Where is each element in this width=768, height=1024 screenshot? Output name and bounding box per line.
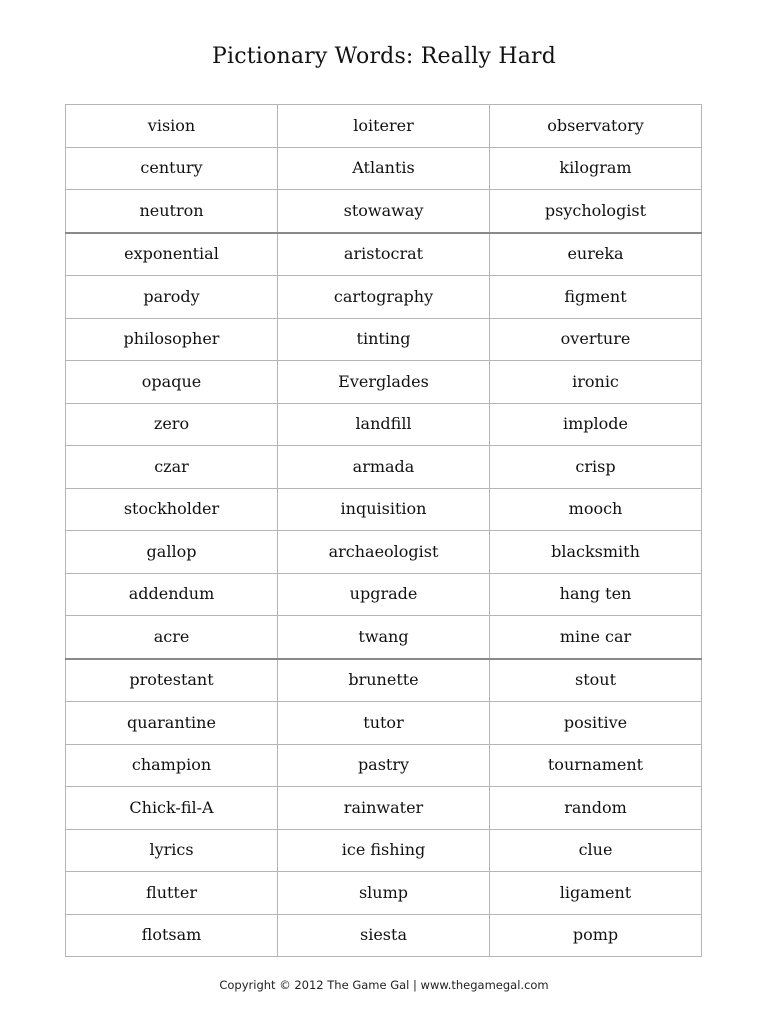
table-row (66, 659, 702, 702)
word-cell: stout (490, 659, 702, 702)
table-row (66, 787, 702, 830)
word-cell: hang ten (490, 573, 702, 616)
word-cell: eureka (490, 233, 702, 276)
word-cell: blacksmith (490, 531, 702, 574)
word-cell: zero (66, 403, 278, 446)
word-cell: rainwater (278, 787, 490, 830)
word-cell: flotsam (66, 914, 278, 957)
word-cell: Everglades (278, 361, 490, 404)
word-cell: pastry (278, 744, 490, 787)
word-cell: vision (66, 105, 278, 148)
word-cell: ligament (490, 872, 702, 915)
word-cell: twang (278, 616, 490, 659)
word-cell: random (490, 787, 702, 830)
table-row (66, 829, 702, 872)
word-cell: gallop (66, 531, 278, 574)
word-cell: implode (490, 403, 702, 446)
word-cell: upgrade (278, 573, 490, 616)
word-cell: protestant (66, 659, 278, 702)
word-cell: philosopher (66, 318, 278, 361)
word-cell: Atlantis (278, 147, 490, 190)
table-row (66, 105, 702, 148)
word-cell: figment (490, 276, 702, 319)
word-cell: landfill (278, 403, 490, 446)
table-row (66, 190, 702, 233)
table-row (66, 616, 702, 659)
table-row (66, 446, 702, 489)
word-cell: pomp (490, 914, 702, 957)
table-row (66, 276, 702, 319)
word-cell: armada (278, 446, 490, 489)
word-cell: Chick-fil-A (66, 787, 278, 830)
table-row (66, 361, 702, 404)
copyright-footer: Copyright © 2012 The Game Gal | www.thegamegal.com (219, 978, 549, 992)
word-cell: acre (66, 616, 278, 659)
word-cell: crisp (490, 446, 702, 489)
table-row (66, 488, 702, 531)
word-cell: neutron (66, 190, 278, 233)
word-cell: tinting (278, 318, 490, 361)
word-cell: positive (490, 702, 702, 745)
word-cell: exponential (66, 233, 278, 276)
word-cell: ice fishing (278, 829, 490, 872)
word-cell: century (66, 147, 278, 190)
word-cell: brunette (278, 659, 490, 702)
word-cell: kilogram (490, 147, 702, 190)
table-row (66, 914, 702, 957)
word-cell: loiterer (278, 105, 490, 148)
table-row (66, 872, 702, 915)
table-row (66, 531, 702, 574)
word-cell: czar (66, 446, 278, 489)
word-cell: mine car (490, 616, 702, 659)
word-table-body (66, 105, 702, 957)
word-cell: slump (278, 872, 490, 915)
table-row (66, 702, 702, 745)
word-cell: overture (490, 318, 702, 361)
word-cell: tutor (278, 702, 490, 745)
word-cell: psychologist (490, 190, 702, 233)
word-cell: clue (490, 829, 702, 872)
table-row (66, 573, 702, 616)
table-row (66, 233, 702, 276)
word-cell: tournament (490, 744, 702, 787)
word-cell: champion (66, 744, 278, 787)
word-cell: opaque (66, 361, 278, 404)
word-cell: ironic (490, 361, 702, 404)
word-cell: siesta (278, 914, 490, 957)
word-cell: parody (66, 276, 278, 319)
table-row (66, 403, 702, 446)
word-cell: inquisition (278, 488, 490, 531)
word-table (65, 104, 702, 957)
word-cell: lyrics (66, 829, 278, 872)
word-cell: addendum (66, 573, 278, 616)
page-title: Pictionary Words: Really Hard (211, 44, 557, 69)
word-cell: stowaway (278, 190, 490, 233)
word-cell: observatory (490, 105, 702, 148)
word-cell: aristocrat (278, 233, 490, 276)
word-cell: quarantine (66, 702, 278, 745)
table-row (66, 744, 702, 787)
word-cell: stockholder (66, 488, 278, 531)
word-cell: archaeologist (278, 531, 490, 574)
table-row (66, 147, 702, 190)
word-cell: mooch (490, 488, 702, 531)
word-cell: flutter (66, 872, 278, 915)
table-row (66, 318, 702, 361)
word-cell: cartography (278, 276, 490, 319)
